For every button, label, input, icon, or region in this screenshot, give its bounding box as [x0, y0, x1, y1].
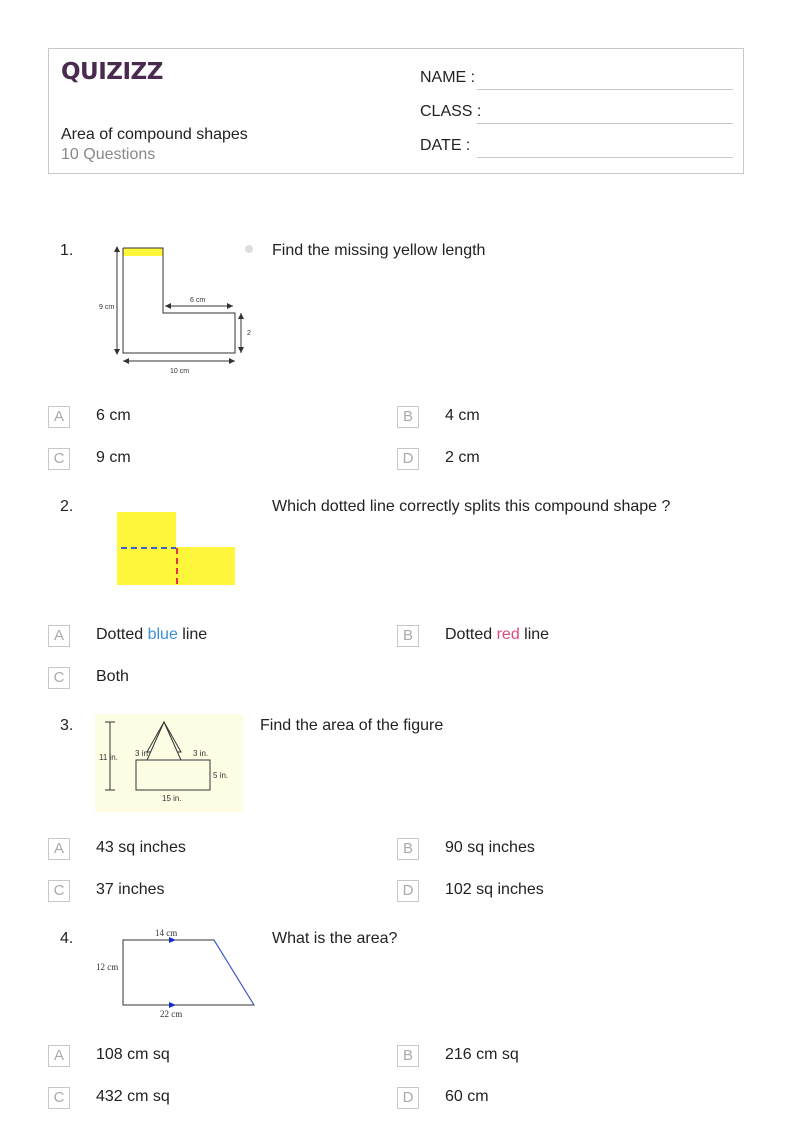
label-bottom: 10 cm: [170, 368, 190, 375]
date-label: DATE :: [420, 137, 471, 154]
option-c-text[interactable]: 37 inches: [96, 881, 165, 898]
label-left: 12 cm: [96, 962, 119, 972]
yellow-length-bar: [123, 248, 163, 256]
option-a-colored-word: blue: [147, 626, 178, 643]
question-number: 4.: [60, 930, 74, 947]
question-text: Which dotted line correctly splits this compound shape ?: [272, 498, 671, 515]
option-d-box[interactable]: D: [397, 880, 419, 902]
option-c-box[interactable]: C: [48, 880, 70, 902]
option-d-text[interactable]: 2 cm: [445, 449, 480, 466]
question-text: Find the missing yellow length: [272, 242, 486, 259]
option-b-text[interactable]: 216 cm sq: [445, 1046, 519, 1063]
question-number: 3.: [60, 717, 74, 734]
worksheet-header: [48, 48, 744, 174]
question-text: What is the area?: [272, 930, 398, 947]
option-a-suffix: line: [182, 626, 208, 643]
option-a-box[interactable]: A: [48, 838, 70, 860]
option-c-box[interactable]: C: [48, 1087, 70, 1109]
option-a-text[interactable]: 43 sq inches: [96, 839, 186, 856]
worksheet-title: Area of compound shapes: [61, 126, 248, 143]
option-b-suffix: line: [524, 626, 550, 643]
name-field[interactable]: [477, 89, 733, 90]
option-b-colored-word: red: [496, 626, 520, 643]
option-d-box[interactable]: D: [397, 1087, 419, 1109]
name-label: NAME :: [420, 69, 476, 86]
label-bottom: 22 cm: [160, 1009, 183, 1019]
option-a-box[interactable]: A: [48, 406, 70, 428]
option-a-text[interactable]: 108 cm sq: [96, 1046, 170, 1063]
option-b-box[interactable]: B: [397, 406, 419, 428]
option-b-box[interactable]: B: [397, 1045, 419, 1067]
question-text: Find the area of the figure: [260, 717, 444, 734]
label-inner: 6 cm: [190, 297, 206, 304]
option-a-box[interactable]: A: [48, 625, 70, 647]
option-c-box[interactable]: C: [48, 667, 70, 689]
label-height: 11 in.: [99, 753, 118, 762]
option-c-text[interactable]: 9 cm: [96, 449, 131, 466]
option-d-box[interactable]: D: [397, 448, 419, 470]
label-right: 5 in.: [213, 771, 229, 780]
trapezoid-figure: [92, 924, 260, 1024]
option-c-box[interactable]: C: [48, 448, 70, 470]
question-number: 2.: [60, 498, 74, 515]
question-number: 1.: [60, 242, 74, 259]
option-a-box[interactable]: A: [48, 1045, 70, 1067]
option-c-text[interactable]: Both: [96, 668, 129, 685]
option-d-text[interactable]: 102 sq inches: [445, 881, 544, 898]
label-bottom: 15 in.: [162, 794, 182, 803]
label-right: 2: [247, 330, 251, 337]
date-field[interactable]: [477, 157, 733, 158]
class-label: CLASS :: [420, 103, 482, 120]
option-a-prefix: Dotted: [96, 626, 144, 643]
label-left: 9 cm: [99, 304, 115, 311]
label-right-triangle: 3 in.: [193, 749, 209, 758]
house-shape-figure: [95, 714, 243, 812]
class-field[interactable]: [477, 123, 733, 124]
l-shape-figure: [95, 240, 255, 380]
option-b-box[interactable]: B: [397, 838, 419, 860]
option-b-text[interactable]: [445, 626, 549, 644]
option-b-text[interactable]: 90 sq inches: [445, 839, 535, 856]
quizizz-logo: QUIZIZZ: [61, 59, 163, 85]
option-a-text[interactable]: [96, 626, 207, 644]
question-count: 10 Questions: [61, 146, 156, 163]
label-left-triangle: 3 in.: [135, 749, 151, 758]
option-a-text[interactable]: 6 cm: [96, 407, 131, 424]
option-b-box[interactable]: B: [397, 625, 419, 647]
option-b-text[interactable]: 4 cm: [445, 407, 480, 424]
option-c-text[interactable]: 432 cm sq: [96, 1088, 170, 1105]
option-b-prefix: Dotted: [445, 626, 493, 643]
compound-shape-figure: [115, 510, 240, 590]
label-top: 14 cm: [155, 928, 178, 938]
option-d-text[interactable]: 60 cm: [445, 1088, 489, 1105]
